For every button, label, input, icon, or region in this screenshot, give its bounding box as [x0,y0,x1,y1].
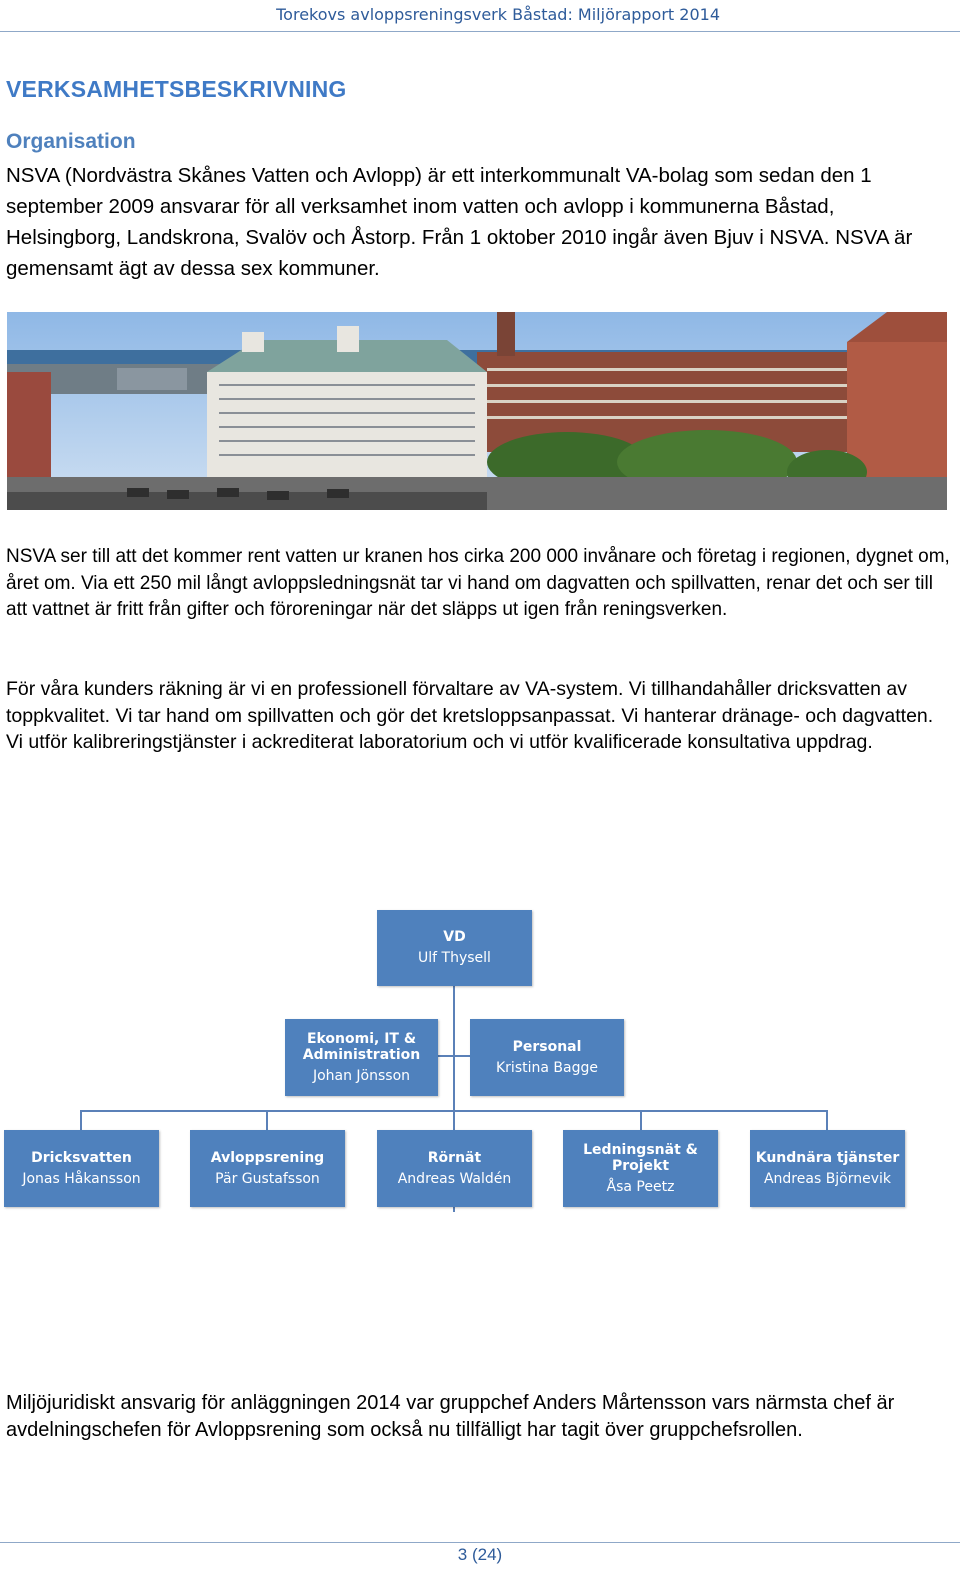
dept-4-role: Ledningsnät & Projekt [583,1141,698,1174]
org-box-dept-pipe-network [377,1130,532,1207]
service-paragraph: NSVA ser till att det kommer rent vatten ur kranen hos cirka 200 000 invånare och företag i regionen, dygnet om, året om. Via ett 250 mil långt avloppsledningsnät tar vi hand om dagvatten och spillvatten, renar det och ser till att vattnet är fritt från gifter och föroreningar när det släpps ut igen från reningsverken. [6,546,950,620]
dept-2-role: Avloppsrening [210,1149,325,1166]
intro-paragraph: NSVA (Nordvästra Skånes Vatten och Avlopp) är ett interkommunalt VA-bolag som sedan den 1 september 2009 ansvarar för all verksamhet inom vatten och avlopp i kommunerna Båstad, Helsingborg, Landskrona, Svalöv och Åstorp. Från 1 oktober 2010 ingår även Bjuv i NSVA. NSVA är gemensamt ägt av dessa sex kommuner. [6,164,913,280]
customers-paragraph: För våra kunders räkning är vi en professionell förvaltare av VA-system. Vi tillhandahåller dricksvatten av toppkvalitet. Vi tar hand om spillvatten och gör det kretsloppsanpassat. Vi hanterar dränage- och dagvatten. Vi utför kalibreringstjänster i ackrediterat laboratorium och vi utför kvalificerade konsultativa uppdrag. [6,678,934,753]
dept-3-role: Rörnät [427,1149,482,1166]
org-connector-staff [438,1055,470,1057]
staff-personnel-role: Personal [512,1038,582,1055]
dept-3-person: Andreas Waldén [397,1170,512,1187]
org-box-dept-drinking-water [4,1130,159,1207]
headquarters-photo [7,312,947,510]
dept-2-person: Pär Gustafsson [215,1170,320,1187]
org-box-ceo [377,910,532,986]
org-connector-dept-4 [640,1110,642,1130]
org-box-dept-wastewater [190,1130,345,1207]
org-connector-horizontal [80,1110,828,1112]
footer-divider [0,1542,960,1543]
staff-economy-role: Ekonomi, IT & Administration [302,1030,421,1063]
responsible-paragraph: Miljöjuridiskt ansvarig för anläggningen 2014 var gruppchef Anders Mårtensson vars närmsta chef är avdelningschefen för Avloppsrening som också nu tillfälligt har tagit över gruppchefsrollen. [6,1392,895,1441]
org-chart [0,900,960,1220]
ceo-person: Ulf Thysell [418,950,491,966]
ceo-role: VD [443,929,466,945]
org-connector-dept-1 [80,1110,82,1130]
org-box-staff-economy [285,1019,438,1096]
dept-1-role: Dricksvatten [31,1149,132,1166]
subsection-title: Organisation [6,130,136,153]
staff-economy-person: Johan Jönsson [312,1067,411,1084]
org-box-staff-personnel [470,1019,624,1096]
page-number: 3 (24) [457,1545,503,1564]
section-title: VERKSAMHETSBESKRIVNING [6,76,347,102]
org-connector-dept-2 [266,1110,268,1130]
header-title: Torekovs avloppsreningsverk Båstad: Miljörapport 2014 [276,5,720,24]
dept-5-role: Kundnära tjänster [755,1149,900,1166]
org-connector-dept-5 [826,1110,828,1130]
org-box-dept-customer-services [750,1130,905,1207]
dept-4-person: Åsa Peetz [606,1178,675,1195]
staff-personnel-person: Kristina Bagge [496,1059,598,1076]
dept-1-person: Jonas Håkansson [22,1170,141,1187]
dept-5-person: Andreas Björnevik [763,1170,892,1187]
org-box-dept-network-projects [563,1130,718,1207]
page-header [0,0,960,32]
